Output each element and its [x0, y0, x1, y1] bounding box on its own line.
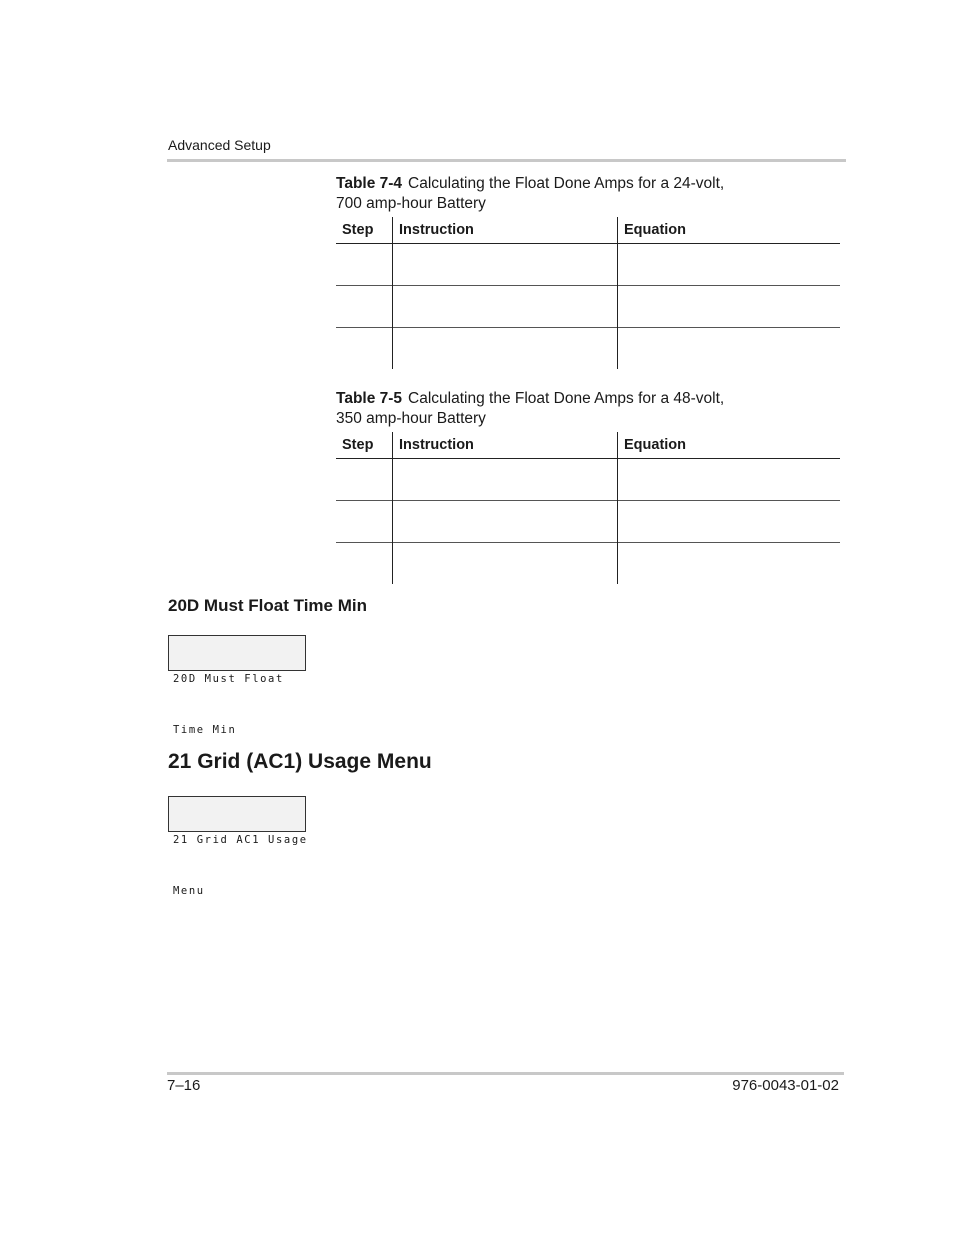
column-header-equation: Equation	[618, 432, 841, 459]
lcd-display-21	[168, 796, 308, 897]
table-row	[336, 501, 840, 543]
section-heading-20d: 20D Must Float Time Min	[168, 596, 367, 615]
table-7-4	[336, 217, 840, 369]
running-head: Advanced Setup	[168, 137, 271, 153]
table-row	[336, 286, 840, 328]
section-heading-21: 21 Grid (AC1) Usage Menu	[168, 750, 432, 773]
lcd-display-20d	[168, 635, 306, 736]
table-7-5	[336, 432, 840, 584]
lcd-line: 20D Must Float	[173, 673, 284, 685]
table-row	[336, 543, 840, 585]
column-header-instruction: Instruction	[393, 432, 618, 459]
table-row	[336, 244, 840, 286]
table-label: Table 7-5	[336, 390, 403, 407]
lcd-line: 21 Grid AC1 Usage	[173, 834, 308, 846]
column-header-step: Step	[336, 217, 393, 244]
document-number: 976-0043-01-02	[732, 1077, 839, 1094]
column-header-instruction: Instruction	[393, 217, 618, 244]
table-title: Calculating the Float Done Amps for a 24-volt,	[408, 175, 725, 192]
footer-rule	[167, 1072, 844, 1075]
column-header-equation: Equation	[618, 217, 841, 244]
table-title-line2: 700 amp-hour Battery	[336, 195, 486, 212]
page-number: 7–16	[167, 1077, 201, 1094]
table-row	[336, 328, 840, 370]
table-row	[336, 459, 840, 501]
lcd-line: Time Min	[173, 724, 237, 736]
header-rule	[167, 159, 846, 162]
lcd-line: Menu	[173, 885, 205, 897]
table-7-5-caption	[336, 389, 724, 429]
table-title-line2: 350 amp-hour Battery	[336, 410, 486, 427]
table-title: Calculating the Float Done Amps for a 48-volt,	[408, 390, 725, 407]
column-header-step: Step	[336, 432, 393, 459]
table-label: Table 7-4	[336, 175, 403, 192]
table-7-4-caption	[336, 174, 724, 214]
